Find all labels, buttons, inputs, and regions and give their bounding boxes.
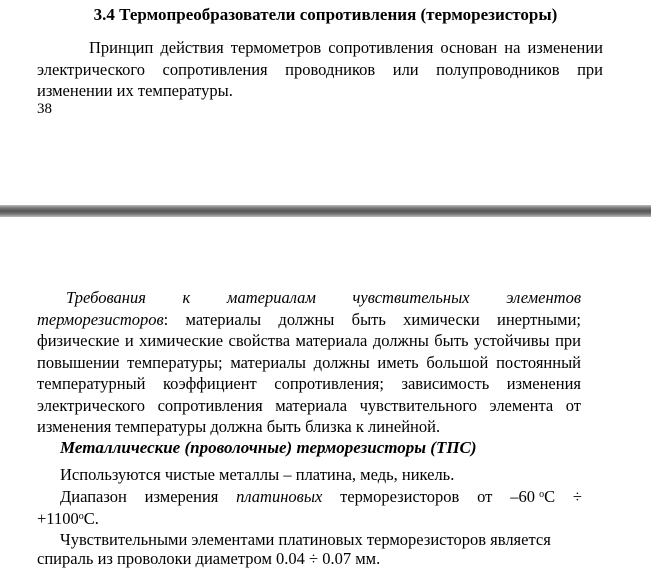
range-from-value: –60 $^o$С <box>510 487 556 506</box>
metals-line: Используются чистые металлы – платина, медь, никель. <box>60 465 455 484</box>
range-word: Диапазон <box>60 487 127 506</box>
range-line <box>60 486 582 508</box>
range-italic-word: платиновых <box>236 487 323 506</box>
element-line: Чувствительными элементами платиновых терморезисторов является <box>60 530 551 549</box>
range-word: от <box>477 487 493 506</box>
requirements-lead: Требования к материалам чувствительных элементов терморезисторов <box>37 288 581 329</box>
intro-paragraph: Принцип действия термометров сопротивления основан на изменении электрического сопротивления проводников или полупроводников при изменении их температуры. <box>37 38 603 100</box>
range-to-value: $+1100^oС$. <box>37 509 99 528</box>
section-heading: 3.4 Термопреобразователи сопротивления (терморезисторы) <box>93 5 558 24</box>
page-number: 38 <box>37 101 52 117</box>
range-word: терморезисторов <box>340 487 460 506</box>
requirements-paragraph <box>37 287 581 438</box>
page-upper <box>0 0 651 205</box>
requirements-text: : материалы должны быть химически инертными; физические и химические свойства материала должны быть устойчивы при повышении температуры; материалы должны иметь большой постоянный температурный коэффициент сопротивления; зависимость изменения электрического сопротивления материала чувствительного элемента от изменения температуры должна быть близка к линейной. <box>37 309 581 436</box>
metal-subheading: Металлические (проволочные) терморезисторы (ТПС) <box>60 438 477 457</box>
range-divider: ÷ <box>572 487 582 506</box>
spiral-line: спираль из проволоки диаметром 0.04 ÷ 0.07 мм. <box>37 549 381 568</box>
range-word: измерения <box>144 487 219 506</box>
page-break-divider <box>0 205 651 217</box>
